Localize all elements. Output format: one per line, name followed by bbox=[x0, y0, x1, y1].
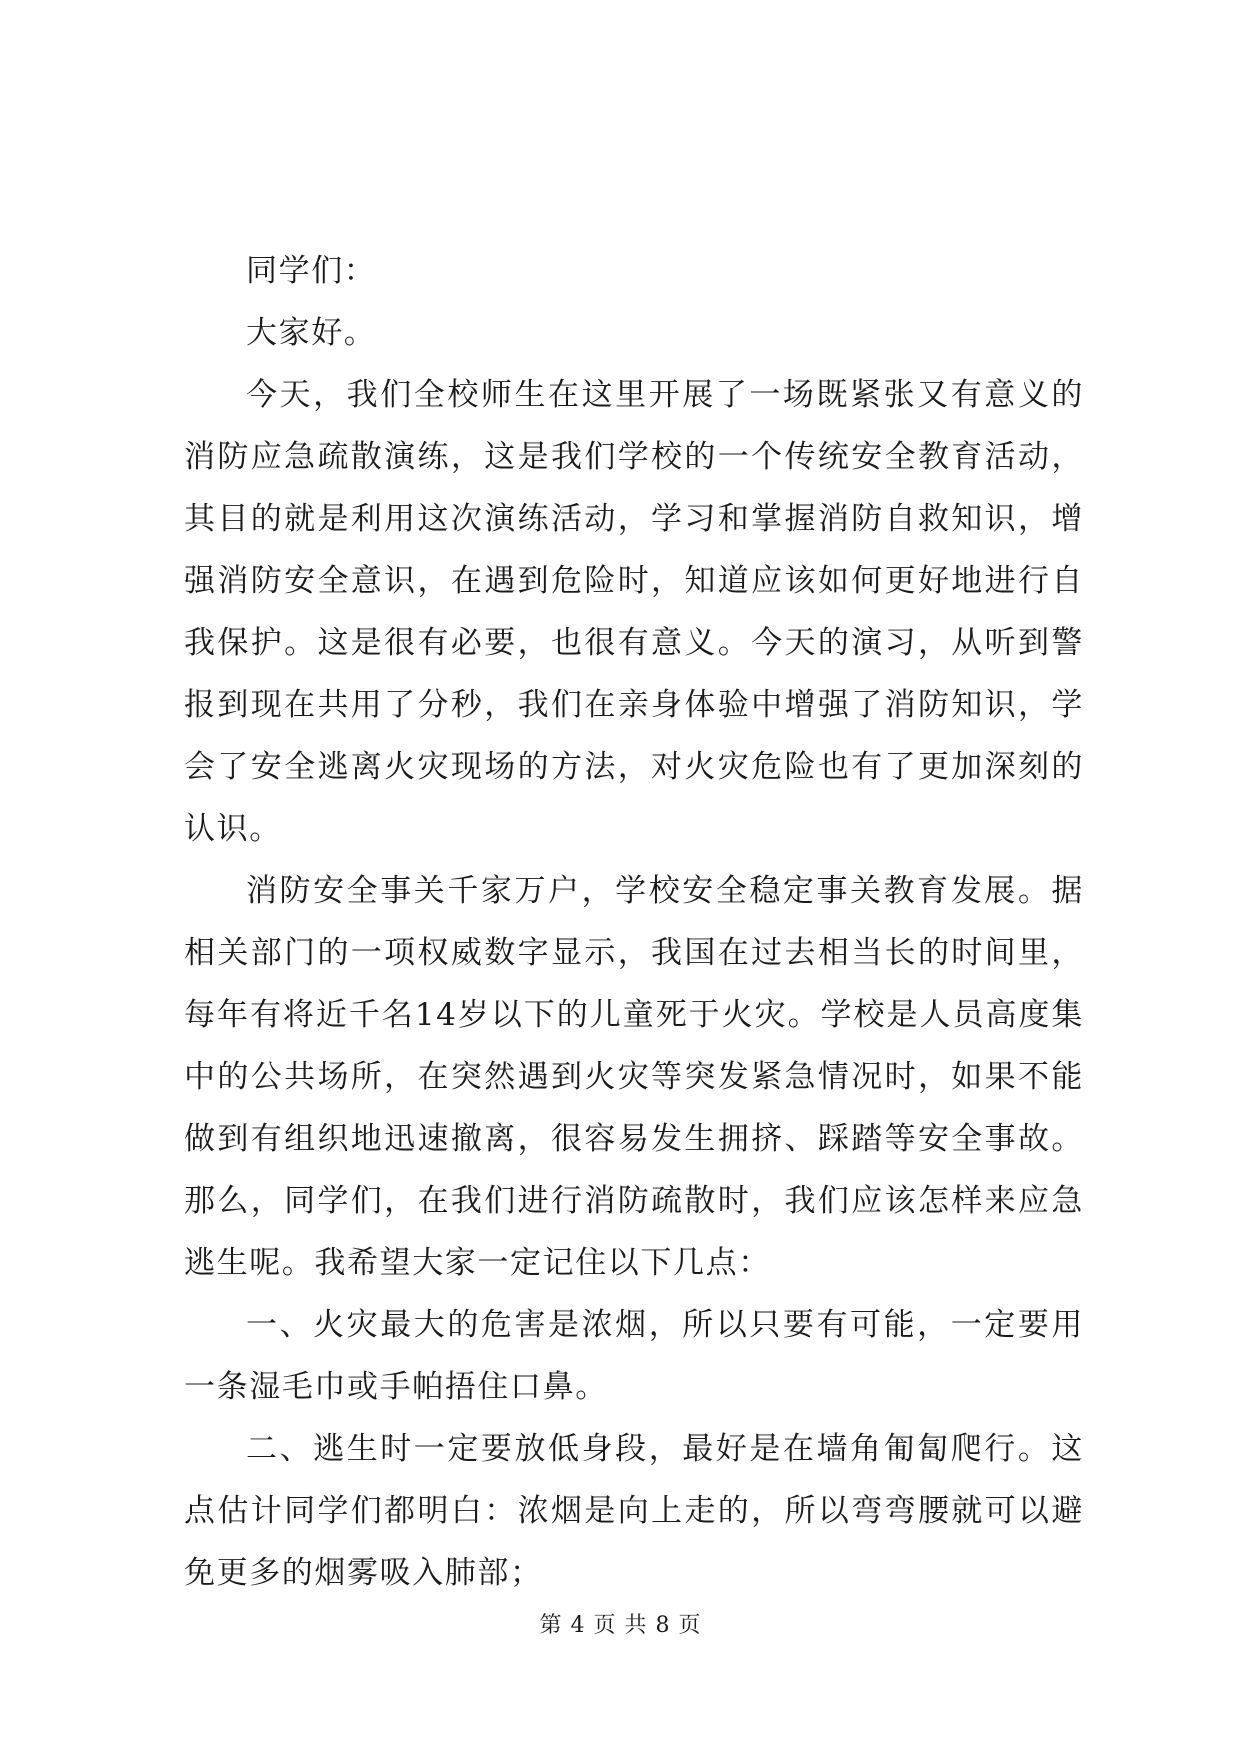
list-item-point-1: 一、火灾最大的危害是浓烟，所以只要有可能，一定要用一条湿毛巾或手帕捂住口鼻。 bbox=[184, 1307, 1084, 1405]
list-item-point-2: 二、逃生时一定要放低身段，最好是在墙角匍匐爬行。这点估计同学们都明白：浓烟是向上走的，所以弯弯腰就可以避免更多的烟雾吸入肺部； bbox=[184, 1431, 1084, 1591]
greeting-line: 大家好。 bbox=[246, 315, 377, 351]
document-body bbox=[184, 240, 1084, 1604]
page-number-footer: 第 4 页 共 8 页 bbox=[539, 1613, 702, 1638]
salutation: 同学们： bbox=[246, 253, 377, 289]
paragraph: 消防安全事关千家万户，学校安全稳定事关教育发展。据相关部门的一项权威数字显示，我国在过去相当长的时间里，每年有将近千名14岁以下的儿童死于火灾。学校是人员高度集中的公共场所，在突然遇到火灾等突发紧急情况时，如果不能做到有组织地迅速撤离，很容易发生拥挤、踩踏等安全事故。那么，同学们，在我们进行消防疏散时，我们应该怎样来应急逃生呢。我希望大家一定记住以下几点： bbox=[184, 873, 1084, 1281]
paragraph: 今天，我们全校师生在这里开展了一场既紧张又有意义的消防应急疏散演练，这是我们学校的一个传统安全教育活动，其目的就是利用这次演练活动，学习和掌握消防自救知识，增强消防安全意识，在遇到危险时，知道应该如何更好地进行自我保护。这是很有必要，也很有意义。今天的演习，从听到警报到现在共用了分秒，我们在亲身体验中增强了消防知识，学会了安全逃离火灾现场的方法，对火灾危险也有了更加深刻的认识。 bbox=[184, 377, 1084, 847]
